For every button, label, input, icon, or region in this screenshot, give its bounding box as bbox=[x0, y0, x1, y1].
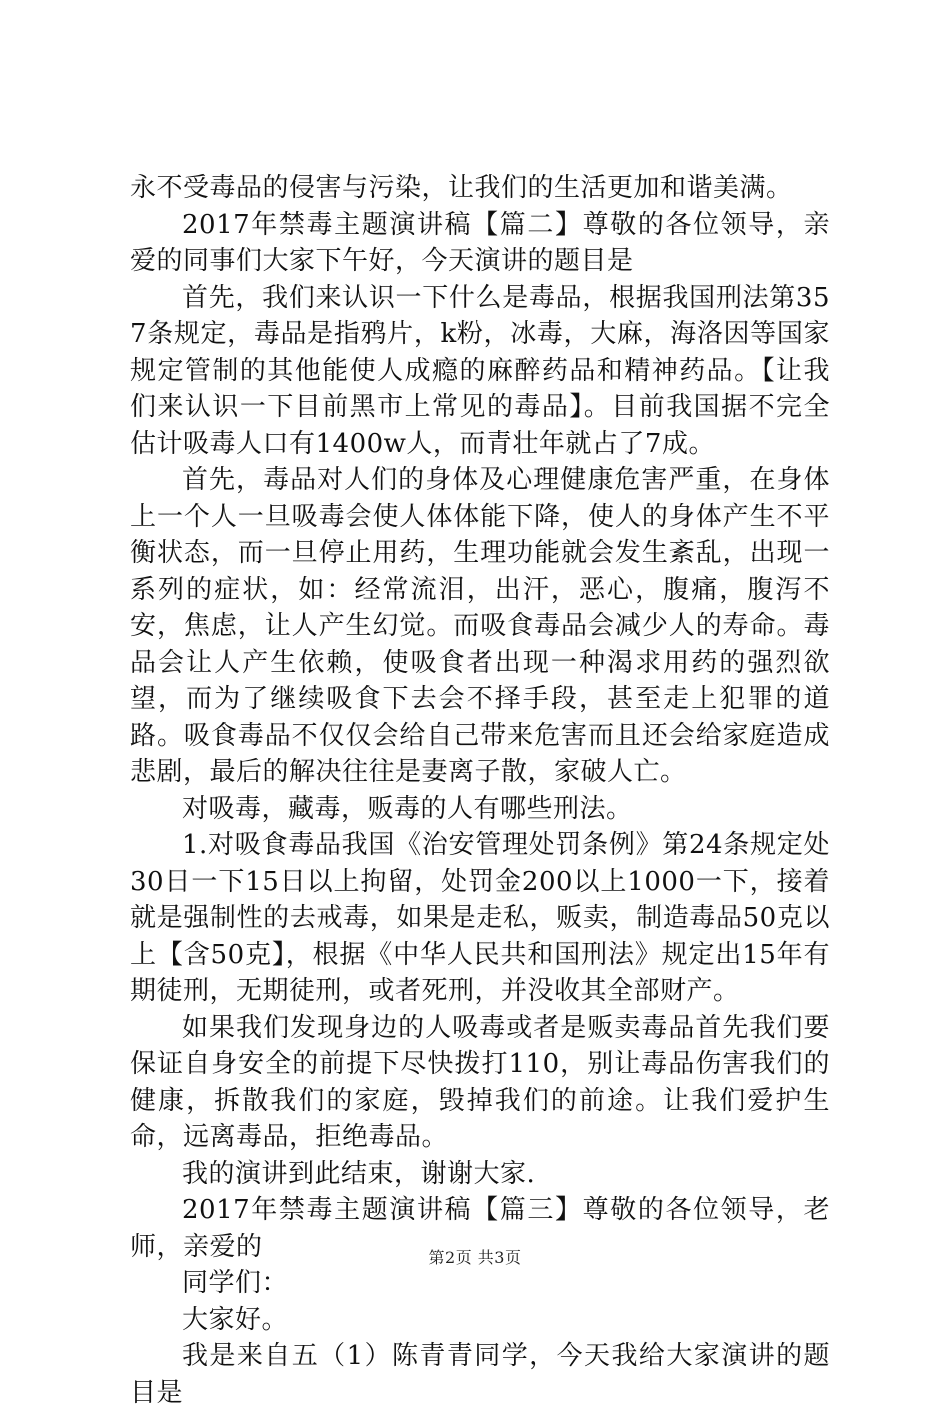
paragraph-1: 永不受毒品的侵害与污染，让我们的生活更加和谐美满。 bbox=[130, 173, 793, 203]
paragraph-6: 1.对吸食毒品我国《治安管理处罚条例》第24条规定处30日一下15日以上拘留，处罚金200以上1000一下，接着就是强制性的去戒毒，如果是走私，贩卖，制造毒品50克以上【含50克】，根据《中华人民共和国刑法》规定出15年有期徒刑，无期徒刑，或者死刑，并没收其全部财产。 bbox=[130, 830, 830, 1006]
paragraph-12: 我是来自五（1）陈青青同学，今天我给大家演讲的题目是 bbox=[130, 1341, 830, 1408]
paragraph-10: 同学们： bbox=[182, 1268, 289, 1298]
paragraph-2: 2017年禁毒主题演讲稿【篇二】尊敬的各位领导，亲爱的同事们大家下午好，今天演讲的题目是 bbox=[130, 209, 830, 276]
paragraph-11: 大家好。 bbox=[182, 1304, 289, 1335]
paragraph-4: 首先，毒品对人们的身体及心理健康危害严重，在身体上一个人一旦吸毒会使人体体能下降，使人的身体产生不平衡状态，而一旦停止用药，生理功能就会发生紊乱，出现一系列的症状，如：经常流泪，出汗，恶心，腹痛，腹泻不安，焦虑，让人产生幻觉。而吸食毒品会减少人的寿命。毒品会让人产生依赖，使吸食者出现一种渴求用药的强烈欲望，而为了继续吸食下去会不择手段，甚至走上犯罪的道路。吸食毒品不仅仅会给自己带来危害而且还会给家庭造成悲剧，最后的解决往往是妻离子散，家破人亡。 bbox=[130, 465, 830, 787]
document-body bbox=[130, 170, 830, 1411]
paragraph-5: 对吸毒，藏毒，贩毒的人有哪些刑法。 bbox=[182, 793, 633, 824]
page-number-footer: 第2页 共3页 bbox=[428, 1248, 522, 1267]
paragraph-8: 我的演讲到此结束，谢谢大家. bbox=[182, 1158, 536, 1189]
paragraph-3: 首先，我们来认识一下什么是毒品，根据我国刑法第357条规定，毒品是指鸦片，k粉，冰毒，大麻，海洛因等国家规定管制的其他能使人成瘾的麻醉药品和精神药品。【让我们来认识一下目前黑市上常见的毒品】。目前我国据不完全估计吸毒人口有1400w人，而青壮年就占了7成。 bbox=[130, 282, 830, 459]
paragraph-9: 2017年禁毒主题演讲稿【篇三】尊敬的各位领导，老师，亲爱的 bbox=[130, 1195, 830, 1262]
paragraph-7: 如果我们发现身边的人吸毒或者是贩卖毒品首先我们要保证自身安全的前提下尽快拨打110，别让毒品伤害我们的健康，拆散我们的家庭，毁掉我们的前途。让我们爱护生命，远离毒品，拒绝毒品。 bbox=[130, 1012, 830, 1152]
